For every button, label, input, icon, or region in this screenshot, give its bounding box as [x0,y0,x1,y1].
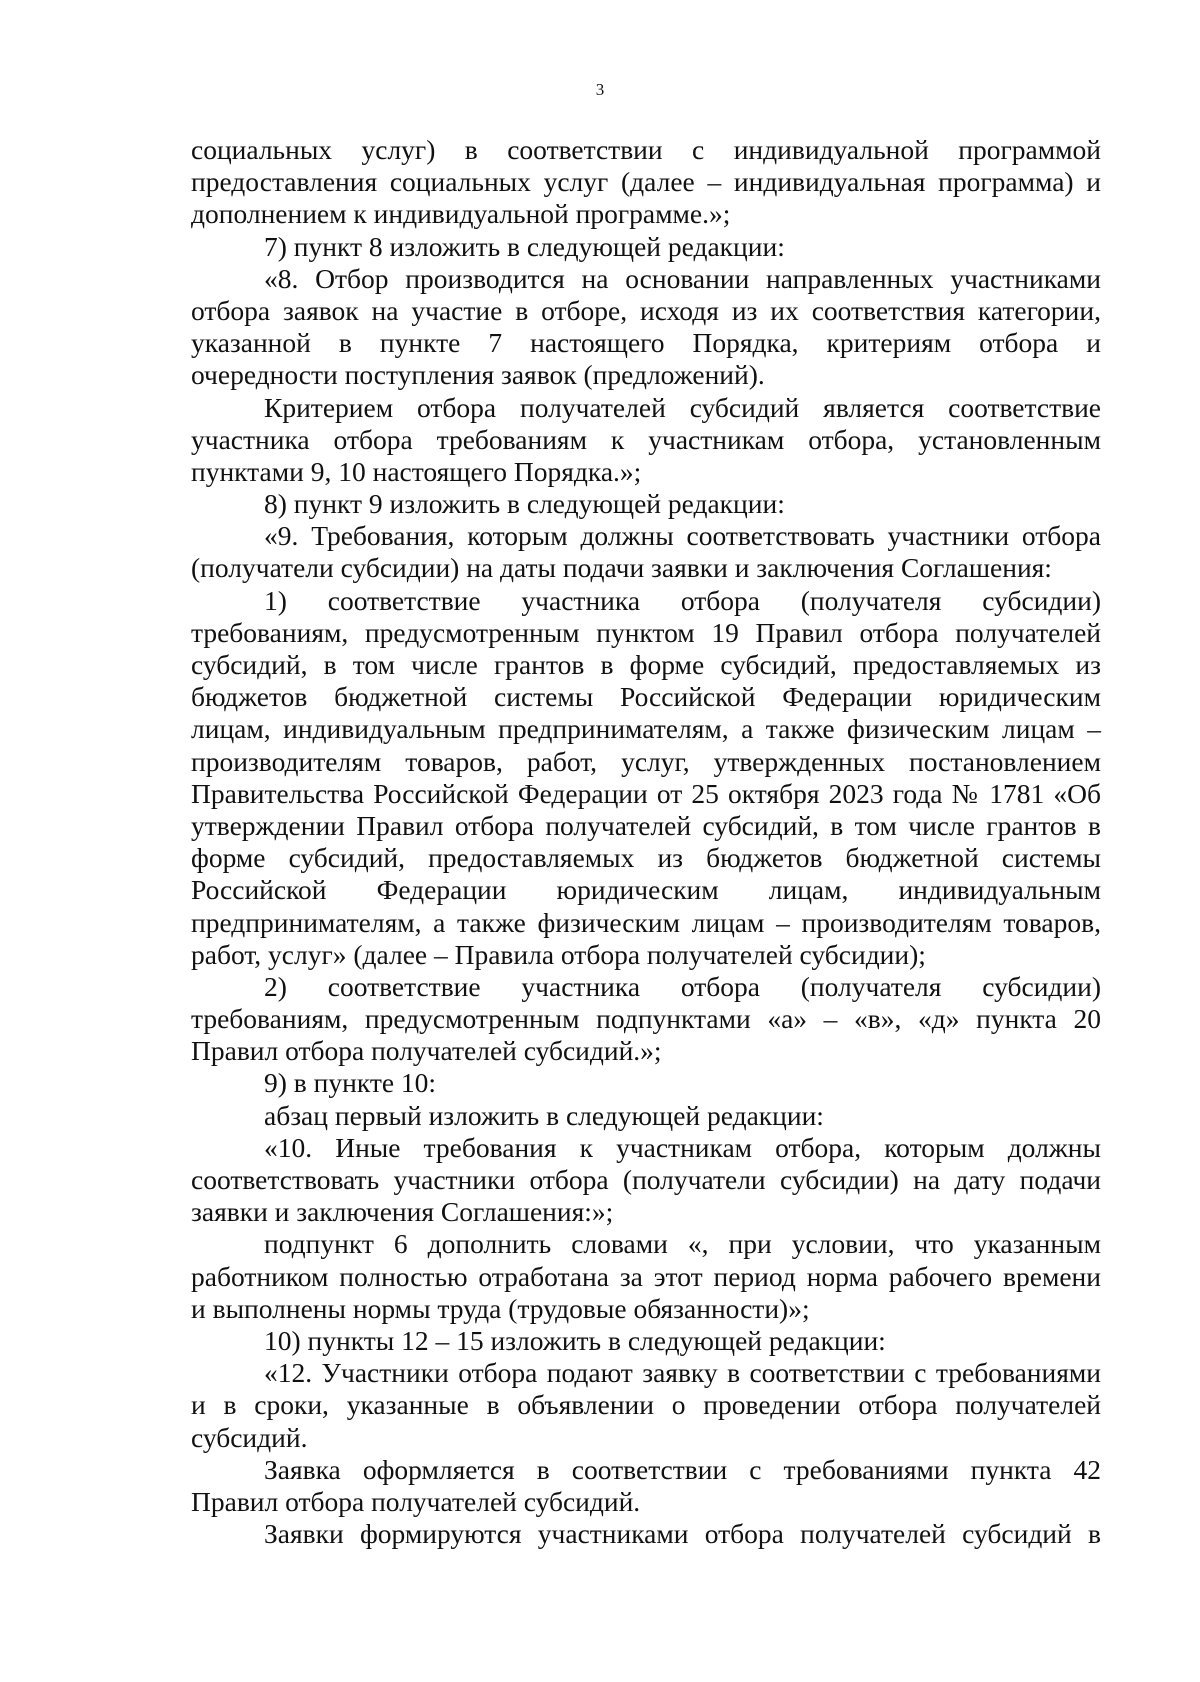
text-line: работником полностью отработана за этот период норма рабочего времени [191,1260,1101,1292]
text-line: Критерием отбора получателей субсидий является соответствие [264,391,1101,423]
text-line: субсидий. [191,1421,308,1453]
text-line: 7) пункт 8 изложить в следующей редакции: [264,230,785,262]
text-line: 2) соответствие участника отбора (получателя субсидии) [264,970,1101,1002]
text-line: 9) в пункте 10: [264,1067,437,1099]
text-line: указанной в пункте 7 настоящего Порядка, критериям отбора и [191,327,1101,359]
text-line: Правил отбора получателей субсидий.»; [191,1035,662,1067]
text-line: производителям товаров, работ, услуг, утвержденных постановлением [191,745,1101,777]
text-line: очередности поступления заявок (предложений). [191,359,765,391]
text-line: требованиям, предусмотренным подпунктами «а» – «в», «д» пункта 20 [191,1003,1101,1035]
text-line: «9. Требования, которым должны соответствовать участники отбора [264,520,1101,552]
text-line: лицам, индивидуальным предпринимателям, а также физическим лицам – [191,713,1101,745]
text-line: участника отбора требованиям к участникам отбора, установленным [191,423,1101,455]
text-line: Российской Федерации юридическим лицам, индивидуальным [191,874,1101,906]
text-line: отбора заявок на участие в отборе, исходя из их соответствия категории, [191,294,1101,326]
text-line: и в сроки, указанные в объявлении о проведении отбора получателей [191,1389,1101,1421]
text-line: работ, услуг» (далее – Правила отбора получателей субсидии); [191,938,926,970]
text-line: «8. Отбор производится на основании направленных участниками [264,262,1101,294]
text-line: социальных услуг) в соответствии с индивидуальной программой [191,134,1101,165]
text-line: (получатели субсидии) на даты подачи заявки и заключения Соглашения: [191,552,1052,584]
text-line: Правил отбора получателей субсидий. [191,1485,641,1517]
text-line: «12. Участники отбора подают заявку в соответствии с требованиями [264,1357,1101,1389]
text-line: 1) соответствие участника отбора (получателя субсидии) [264,584,1101,616]
text-line: утверждении Правил отбора получателей субсидий, в том числе грантов в [191,809,1101,841]
text-line: требованиям, предусмотренным пунктом 19 Правил отбора получателей [191,616,1101,648]
text-line: субсидий, в том числе грантов в форме субсидий, предоставляемых из [191,649,1101,680]
text-line: предоставления социальных услуг (далее – индивидуальная программа) и [191,166,1101,198]
text-line: соответствовать участники отбора (получатели субсидии) на дату подачи [191,1164,1101,1195]
text-line: предпринимателям, а также физическим лицам – производителям товаров, [191,906,1101,938]
page-number: 3 [595,80,605,99]
document-body [191,134,1101,1550]
text-line: Заявка оформляется в соответствии с требованиями пункта 42 [264,1453,1101,1485]
text-line: бюджетов бюджетной системы Российской Федерации юридическим [191,681,1101,713]
text-line: форме субсидий, предоставляемых из бюджетов бюджетной системы [191,842,1101,874]
text-line: Правительства Российской Федерации от 25 октября 2023 года № 1781 «Об [191,777,1101,809]
text-line: и выполнены нормы труда (трудовые обязанности)»; [191,1292,810,1324]
text-line: заявки и заключения Соглашения:»; [191,1196,614,1228]
text-line: абзац первый изложить в следующей редакции: [264,1099,824,1131]
text-line: подпункт 6 дополнить словами «, при условии, что указанным [264,1228,1101,1260]
text-line: 8) пункт 9 изложить в следующей редакции: [264,488,785,520]
text-line: «10. Иные требования к участникам отбора, которым должны [264,1131,1101,1163]
text-line: Заявки формируются участниками отбора получателей субсидий в [264,1518,1101,1550]
text-line: 10) пункты 12 – 15 изложить в следующей редакции: [264,1324,886,1356]
text-line: дополнением к индивидуальной программе.»; [191,198,731,230]
text-line: пунктами 9, 10 настоящего Порядка.»; [191,455,642,487]
